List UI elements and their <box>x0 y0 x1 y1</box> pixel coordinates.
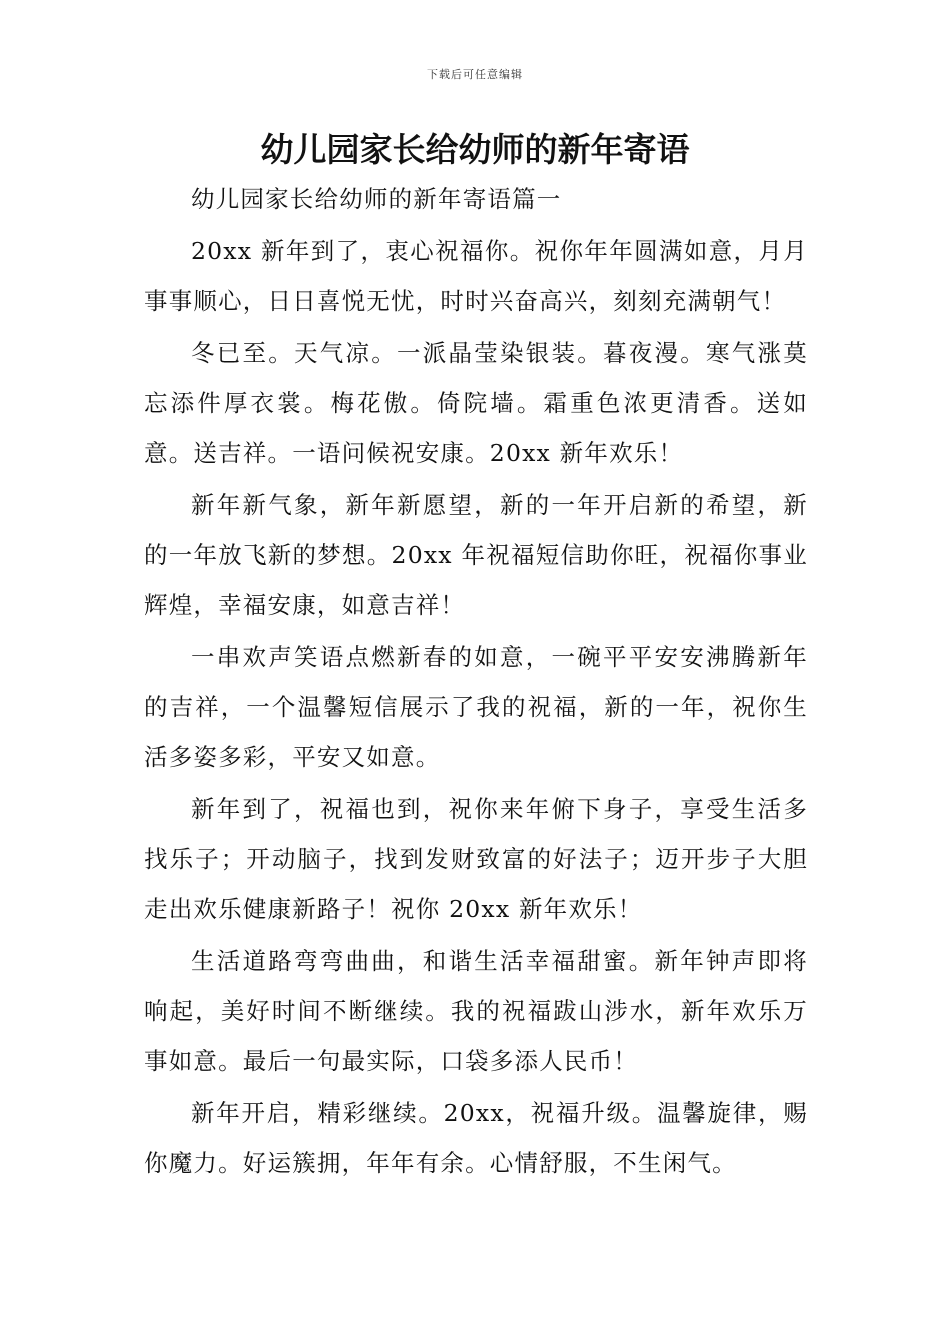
document-body <box>144 174 808 1190</box>
paragraph-7: 新年开启，精彩继续。20xx，祝福升级。温馨旋律，赐你魔力。好运簇拥，年年有余。心情舒服，不生闲气。 <box>144 1099 808 1177</box>
paragraph-6: 生活道路弯弯曲曲，和谐生活幸福甜蜜。新年钟声即将响起，美好时间不断继续。我的祝福跋山涉水，新年欢乐万事如意。最后一句最实际，口袋多添人民币！ <box>144 947 808 1075</box>
paragraph-5: 新年到了，祝福也到，祝你来年俯下身子，享受生活多找乐子；开动脑子，找到发财致富的好法子；迈开步子大胆走出欢乐健康新路子！祝你 20xx 新年欢乐！ <box>144 795 808 923</box>
section-heading: 幼儿园家长给幼师的新年寄语篇一 <box>191 185 562 213</box>
paragraph-2: 冬已至。天气凉。一派晶莹染银装。暮夜漫。寒气涨莫忘添件厚衣裳。梅花傲。倚院墙。霜重色浓更清香。送如意。送吉祥。一语问候祝安康。20xx 新年欢乐！ <box>144 339 808 467</box>
paragraph-3: 新年新气象，新年新愿望，新的一年开启新的希望，新的一年放飞新的梦想。20xx 年祝福短信助你旺，祝福你事业辉煌，幸福安康，如意吉祥！ <box>144 491 808 619</box>
paragraph-4: 一串欢声笑语点燃新春的如意，一碗平平安安沸腾新年的吉祥，一个温馨短信展示了我的祝福，新的一年，祝你生活多姿多彩，平安又如意。 <box>144 643 808 771</box>
header-note: 下载后可任意编辑 <box>427 68 523 81</box>
document-title: 幼儿园家长给幼师的新年寄语 <box>260 130 690 169</box>
paragraph-1: 20xx 新年到了，衷心祝福你。祝你年年圆满如意，月月事事顺心，日日喜悦无忧，时时兴奋高兴，刻刻充满朝气！ <box>144 237 808 315</box>
